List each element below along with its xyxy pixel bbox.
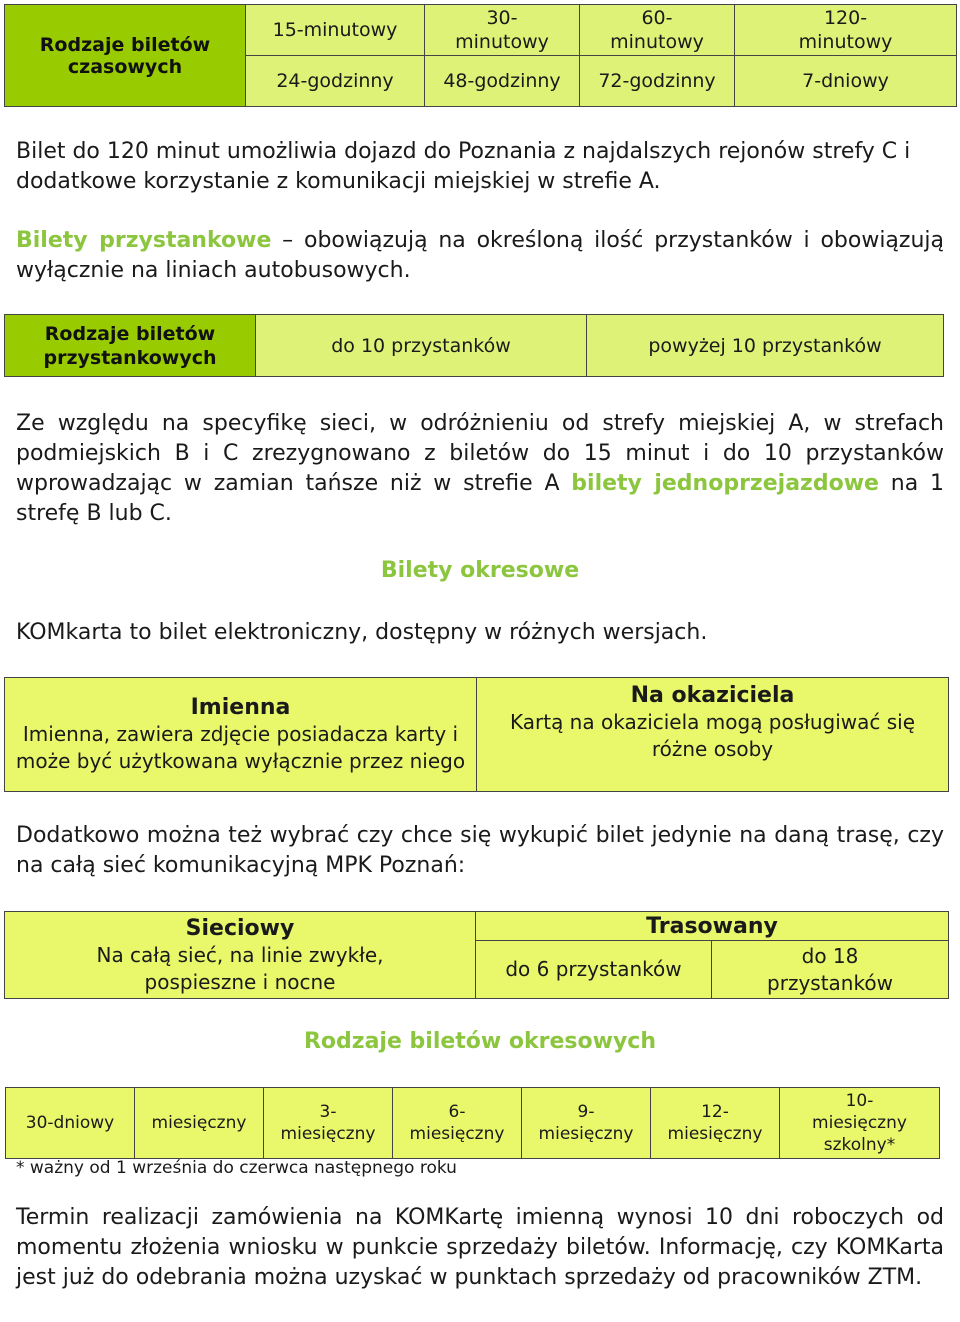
stop-tickets-header: Rodzaje biletów przystankowych bbox=[5, 315, 256, 377]
ticket-30min: 30- minutowy bbox=[425, 5, 580, 56]
route-ticket-6-stops: do 6 przystanków bbox=[476, 941, 712, 999]
route-ticket-title: Trasowany bbox=[476, 912, 949, 941]
paragraph-suburban-zones bbox=[16, 409, 944, 529]
period-tickets-title: Rodzaje biletów okresowych bbox=[303, 1029, 657, 1054]
period-tickets-table bbox=[5, 1087, 940, 1159]
paragraph-order-time: Termin realizacji zamówienia na KOMKartę imienną wynosi 10 dni roboczych od momentu złożenia wniosku w punkcie sprzedaży biletów. Informację, czy KOMKarta jest już do odebrania można uzyskać w punktach sprzedaży od pracowników ZTM. bbox=[16, 1205, 944, 1290]
period-10-months-school: 10- miesięczny szkolny* bbox=[780, 1088, 940, 1159]
card-personal-text: Imienna, zawiera zdjęcie posiadacza karty i może być użytkowana wyłącznie przez niego bbox=[15, 722, 466, 773]
network-ticket-text: Na całą sieć, na linie zwykłe, pospieszne i nocne bbox=[96, 942, 384, 994]
stop-tickets-text: – obowiązują na określoną ilość przystanków i obowiązują wyłącznie na liniach autobusowych. bbox=[16, 228, 944, 283]
paragraph-route-choice: Dodatkowo można też wybrać czy chce się wykupić bilet jedynie na daną trasę, czy na całą sieć komunikacyjną MPK Poznań: bbox=[16, 823, 944, 878]
card-personal bbox=[5, 678, 477, 792]
network-ticket-title: Sieciowy bbox=[185, 915, 295, 941]
single-ride-highlight: bilety jednoprzejazdowe bbox=[571, 471, 879, 496]
period-6-months: 6- miesięczny bbox=[393, 1088, 522, 1159]
time-tickets-table bbox=[4, 4, 957, 107]
period-footnote: * ważny od 1 września do czerwca następnego roku bbox=[16, 1158, 457, 1178]
ticket-120min: 120- minutowy bbox=[735, 5, 957, 56]
card-bearer-title: Na okaziciela bbox=[630, 683, 795, 708]
route-types-table bbox=[4, 911, 949, 999]
paragraph-stop-tickets bbox=[16, 226, 944, 286]
ticket-15min: 15-minutowy bbox=[246, 5, 425, 56]
suburban-text: Ze względu na specyfikę sieci, w odróżnieniu od strefy miejskiej A, w strefach podmiejskich B i C zrezygnowano z biletów do 15 minut i do 10 przystanków wprowadzając w zamian tańsze niż w strefie A bbox=[16, 411, 944, 496]
paragraph-komkarta: KOMkarta to bilet elektroniczny, dostępny w różnych wersjach. bbox=[16, 620, 708, 645]
section-title-period-tickets: Bilety okresowe bbox=[380, 558, 580, 583]
period-monthly: miesięczny bbox=[135, 1088, 264, 1159]
ticket-72h: 72-godzinny bbox=[580, 56, 735, 107]
ticket-60min: 60- minutowy bbox=[580, 5, 735, 56]
ticket-over-10-stops: powyżej 10 przystanków bbox=[587, 315, 944, 377]
ticket-7d: 7-dniowy bbox=[735, 56, 957, 107]
period-12-months: 12- miesięczny bbox=[651, 1088, 780, 1159]
period-3-months: 3- miesięczny bbox=[264, 1088, 393, 1159]
suburban-tail: na 1 strefę B lub C. bbox=[16, 471, 944, 526]
network-ticket bbox=[5, 912, 476, 999]
time-tickets-header: Rodzaje biletów czasowych bbox=[5, 5, 246, 107]
stop-tickets-highlight: Bilety przystankowe bbox=[16, 228, 272, 253]
period-9-months: 9- miesięczny bbox=[522, 1088, 651, 1159]
stop-tickets-table bbox=[4, 314, 944, 377]
card-bearer-text: Kartą na okaziciela mogą posługiwać się różne osoby bbox=[509, 710, 916, 761]
paragraph-120min-info: Bilet do 120 minut umożliwia dojazd do Poznania z najdalszych rejonów strefy C i dodatkowe korzystanie z komunikacji miejskiej w strefie A. bbox=[16, 139, 911, 194]
ticket-up-to-10-stops: do 10 przystanków bbox=[256, 315, 587, 377]
ticket-48h: 48-godzinny bbox=[425, 56, 580, 107]
card-bearer bbox=[477, 678, 949, 792]
card-personal-title: Imienna bbox=[190, 695, 291, 720]
ticket-24h: 24-godzinny bbox=[246, 56, 425, 107]
route-ticket-18-stops: do 18 przystanków bbox=[712, 941, 949, 999]
card-types-table bbox=[4, 677, 949, 792]
period-30-days: 30-dniowy bbox=[6, 1088, 135, 1159]
